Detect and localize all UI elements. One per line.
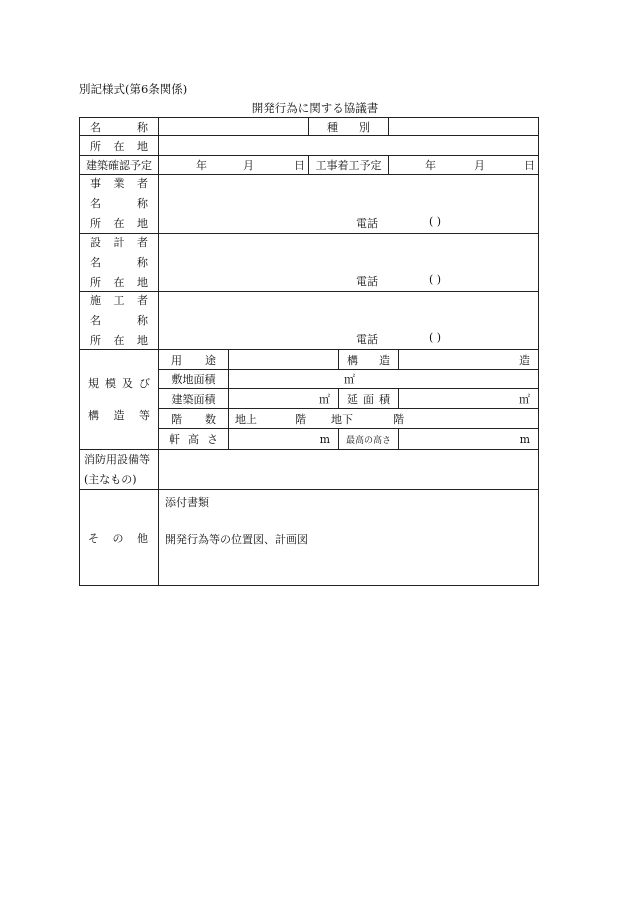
label-glyph: 事 bbox=[90, 177, 101, 190]
label-glyph: 地 bbox=[137, 139, 148, 153]
label-glyph: 者 bbox=[137, 235, 148, 249]
label-glyph: 計 bbox=[113, 235, 125, 249]
label-glyph: の bbox=[112, 531, 124, 545]
label-construction-start: 工事着工予定 bbox=[309, 156, 389, 175]
field-max-height[interactable] bbox=[399, 429, 539, 450]
consultation-form-table bbox=[79, 117, 539, 586]
label-glyph: 設 bbox=[90, 235, 101, 249]
label-glyph: 者 bbox=[137, 177, 148, 190]
phone-paren: ( ) bbox=[429, 273, 442, 286]
label-name bbox=[79, 117, 159, 136]
field-structure[interactable] bbox=[399, 350, 539, 370]
month-label: 月 bbox=[474, 159, 485, 172]
label-glyph: 名 bbox=[90, 313, 101, 327]
label-glyph: 高 bbox=[188, 433, 199, 446]
label-builder bbox=[79, 292, 159, 350]
label-glyph: 所 bbox=[90, 275, 101, 289]
label-designer bbox=[79, 234, 159, 292]
label-line bbox=[90, 311, 148, 331]
label-glyph: 模 bbox=[105, 376, 116, 390]
floor-label: 階 bbox=[295, 412, 306, 426]
attachments-heading: 添付書類 bbox=[165, 496, 209, 509]
label-glyph: 別 bbox=[359, 120, 370, 134]
label-eave-height bbox=[159, 429, 229, 450]
label-max-height: 最高の高さ bbox=[339, 429, 399, 450]
label-glyph: 積 bbox=[379, 392, 390, 406]
label-glyph: 階 bbox=[171, 412, 182, 426]
label-line: (主なもの) bbox=[84, 472, 137, 486]
attachments-list: 開発行為等の位置図、計画図 bbox=[165, 533, 308, 546]
phone-label: 電話 bbox=[356, 275, 378, 288]
label-glyph: 地 bbox=[137, 275, 148, 289]
label-glyph: 在 bbox=[113, 275, 125, 289]
field-other[interactable] bbox=[159, 490, 539, 586]
sqm-unit: ㎡ bbox=[519, 392, 530, 406]
label-glyph: 面 bbox=[363, 392, 374, 406]
label-type bbox=[309, 117, 389, 136]
label-glyph: さ bbox=[207, 433, 218, 446]
label-line bbox=[90, 234, 148, 253]
phone-paren: ( ) bbox=[429, 331, 442, 344]
label-glyph: 等 bbox=[139, 408, 150, 422]
sqm-unit: ㎡ bbox=[344, 373, 355, 386]
label-glyph: そ bbox=[88, 531, 99, 545]
label-glyph: び bbox=[139, 376, 150, 390]
year-label: 年 bbox=[425, 159, 436, 172]
field-builder[interactable] bbox=[159, 292, 539, 350]
label-line bbox=[90, 214, 148, 234]
sqm-unit: ㎡ bbox=[319, 392, 330, 406]
label-glyph: 地 bbox=[137, 333, 148, 347]
label-glyph: 造 bbox=[113, 408, 125, 422]
form-reference: 別記様式(第6条関係) bbox=[79, 82, 188, 96]
label-glyph: 施 bbox=[90, 293, 101, 307]
meter-unit: m bbox=[519, 432, 530, 446]
floor-label: 階 bbox=[393, 412, 404, 426]
label-glyph: 名 bbox=[90, 197, 101, 210]
field-location[interactable] bbox=[159, 136, 539, 156]
label-glyph: 及 bbox=[122, 376, 133, 390]
label-glyph: 在 bbox=[113, 333, 125, 347]
label-floors bbox=[159, 409, 229, 429]
label-glyph: 構 bbox=[88, 408, 99, 422]
field-build-confirm-date[interactable] bbox=[159, 156, 309, 175]
label-glyph: 地 bbox=[137, 217, 148, 230]
label-line bbox=[90, 331, 148, 351]
field-total-floor-area[interactable] bbox=[399, 389, 539, 409]
field-business-owner[interactable] bbox=[159, 175, 539, 234]
label-building-area: 建築面積 bbox=[159, 389, 229, 409]
label-build-confirm: 建築確認予定 bbox=[79, 156, 159, 175]
label-glyph: 所 bbox=[90, 217, 101, 230]
label-glyph: 称 bbox=[137, 313, 148, 327]
label-glyph: 在 bbox=[113, 139, 125, 153]
structure-suffix: 造 bbox=[519, 353, 530, 367]
field-site-area[interactable] bbox=[229, 370, 539, 389]
label-structure bbox=[339, 350, 399, 370]
label-line bbox=[90, 292, 148, 311]
label-glyph: 延 bbox=[347, 392, 358, 406]
phone-paren: ( ) bbox=[429, 215, 442, 228]
label-glyph: 途 bbox=[205, 353, 216, 367]
day-label: 日 bbox=[524, 159, 535, 172]
day-label: 日 bbox=[294, 159, 305, 172]
label-use bbox=[159, 350, 229, 370]
field-building-area[interactable] bbox=[229, 389, 339, 409]
label-glyph: 他 bbox=[137, 531, 148, 545]
label-line bbox=[90, 194, 148, 214]
underground-label: 地下 bbox=[331, 412, 353, 426]
year-label: 年 bbox=[196, 159, 207, 172]
label-glyph: 称 bbox=[137, 255, 148, 269]
label-fire-equipment bbox=[79, 450, 159, 490]
label-glyph: 名 bbox=[90, 120, 101, 134]
label-line bbox=[88, 374, 150, 394]
label-line bbox=[88, 406, 150, 426]
label-glyph: 業 bbox=[113, 177, 125, 190]
label-line bbox=[90, 253, 148, 273]
label-site-area: 敷地面積 bbox=[159, 370, 229, 389]
label-glyph: 工 bbox=[113, 293, 125, 307]
field-designer[interactable] bbox=[159, 234, 539, 292]
label-glyph: 構 bbox=[347, 353, 358, 367]
phone-label: 電話 bbox=[356, 217, 378, 230]
label-glyph: 規 bbox=[88, 376, 99, 390]
label-line: 消防用設備等 bbox=[84, 452, 150, 466]
field-type[interactable] bbox=[389, 117, 539, 136]
label-line bbox=[90, 273, 148, 293]
label-glyph: 造 bbox=[379, 353, 390, 367]
meter-unit: m bbox=[319, 432, 330, 446]
label-glyph: 所 bbox=[90, 333, 101, 347]
document-title: 開発行為に関する協議書 bbox=[251, 101, 379, 115]
label-location bbox=[79, 136, 159, 156]
label-glyph: 在 bbox=[113, 217, 125, 230]
label-line bbox=[90, 175, 148, 194]
field-name[interactable] bbox=[159, 117, 309, 136]
label-glyph: 用 bbox=[171, 353, 182, 367]
field-use[interactable] bbox=[229, 350, 339, 370]
label-glyph: 種 bbox=[327, 120, 338, 134]
label-total-floor-area bbox=[339, 389, 399, 409]
field-construction-start-date[interactable] bbox=[389, 156, 539, 175]
label-scale-structure bbox=[79, 350, 159, 450]
label-glyph: 者 bbox=[137, 293, 148, 307]
month-label: 月 bbox=[243, 159, 254, 172]
label-glyph: 名 bbox=[90, 255, 101, 269]
field-floors[interactable] bbox=[229, 409, 539, 429]
label-glyph: 数 bbox=[205, 412, 216, 426]
field-eave-height[interactable] bbox=[229, 429, 339, 450]
label-glyph: 称 bbox=[137, 197, 148, 210]
label-other bbox=[79, 490, 159, 586]
label-glyph: 称 bbox=[137, 120, 148, 134]
above-ground-label: 地上 bbox=[235, 412, 257, 426]
field-fire-equipment[interactable] bbox=[159, 450, 539, 490]
phone-label: 電話 bbox=[356, 333, 378, 346]
label-glyph: 軒 bbox=[169, 433, 180, 446]
label-business-owner bbox=[79, 175, 159, 234]
label-glyph: 所 bbox=[90, 139, 101, 153]
